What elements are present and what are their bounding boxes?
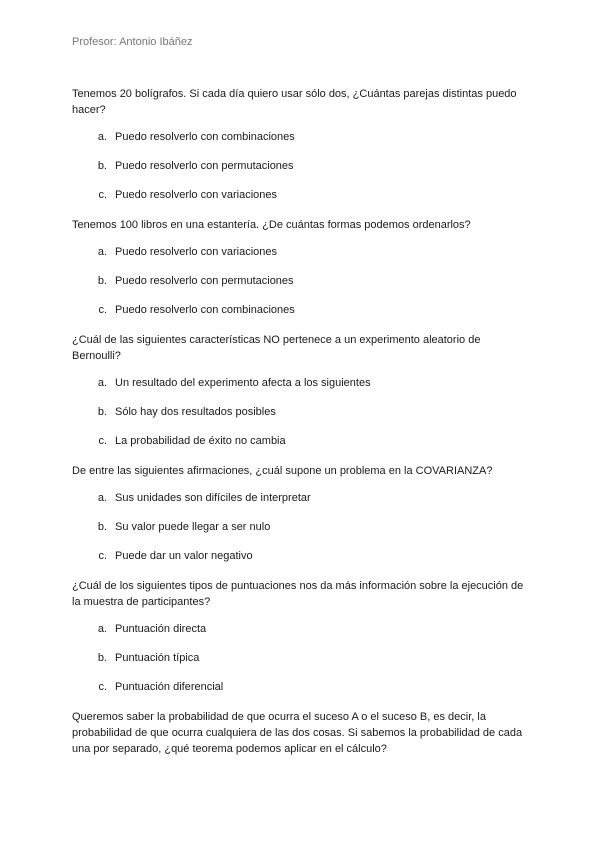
option-item (72, 274, 532, 289)
option-text: Sólo hay dos resultados posibles (115, 406, 276, 418)
question-block (72, 578, 532, 695)
option-letter: a. (97, 377, 107, 389)
option-letter: a. (97, 131, 107, 143)
question-block (72, 217, 532, 318)
question-text: Queremos saber la probabilidad de que ocurra el suceso A o el suceso B, es decir, la probabilidad de que ocurra cualquiera de las dos cosas. Si sabemos la probabilidad de cada una por separado, ¿qué teorema podemos aplicar en el cálculo? (72, 711, 523, 755)
option-item (72, 303, 532, 318)
option-item (72, 188, 532, 203)
option-text: Sus unidades son difíciles de interpretar (115, 492, 311, 504)
option-list (72, 491, 532, 564)
option-item (72, 405, 532, 420)
option-letter: b. (97, 652, 107, 664)
option-item (72, 680, 532, 695)
option-text: Puedo resolverlo con combinaciones (115, 131, 295, 143)
option-item (72, 622, 532, 637)
option-text: Puedo resolverlo con variaciones (115, 189, 278, 201)
option-letter: a. (97, 623, 107, 635)
option-letter: a. (97, 492, 107, 504)
option-item (72, 491, 532, 506)
option-item (72, 651, 532, 666)
option-text: Puedo resolverlo con permutaciones (115, 275, 294, 287)
option-list (72, 622, 532, 695)
option-letter: c. (98, 189, 107, 201)
question-block (72, 709, 532, 757)
option-list (72, 376, 532, 449)
question-text: Tenemos 100 libros en una estantería. ¿De cuántas formas podemos ordenarlos? (72, 219, 471, 231)
option-text: La probabilidad de éxito no cambia (115, 435, 286, 447)
option-text: Puedo resolverlo con combinaciones (115, 304, 295, 316)
option-letter: a. (97, 246, 107, 258)
option-item (72, 520, 532, 535)
option-text: Su valor puede llegar a ser nulo (115, 521, 271, 533)
question-block (72, 86, 532, 203)
question-list (72, 86, 532, 769)
question-text: Tenemos 20 bolígrafos. Si cada día quiero usar sólo dos, ¿Cuántas parejas distintas puedo hacer? (72, 88, 517, 116)
question-block (72, 463, 532, 564)
option-item (72, 376, 532, 391)
question-block (72, 332, 532, 449)
option-letter: c. (98, 550, 107, 562)
question-text: De entre las siguientes afirmaciones, ¿cuál supone un problema en la COVARIANZA? (72, 465, 493, 477)
option-list (72, 130, 532, 203)
option-item (72, 245, 532, 260)
option-text: Puede dar un valor negativo (115, 550, 253, 562)
option-text: Puedo resolverlo con variaciones (115, 246, 278, 258)
option-text: Puntuación típica (115, 652, 200, 664)
option-letter: b. (97, 275, 107, 287)
option-letter: b. (97, 406, 107, 418)
option-letter: b. (97, 521, 107, 533)
professor-header: Profesor: Antonio Ibáñez (72, 36, 193, 48)
option-list (72, 245, 532, 318)
option-text: Un resultado del experimento afecta a los siguientes (115, 377, 371, 389)
option-letter: c. (98, 304, 107, 316)
option-item (72, 159, 532, 174)
option-item (72, 434, 532, 449)
option-letter: c. (98, 435, 107, 447)
option-letter: b. (97, 160, 107, 172)
option-text: Puntuación directa (115, 623, 207, 635)
question-text: ¿Cuál de los siguientes tipos de puntuaciones nos da más información sobre la ejecución de la muestra de participantes? (72, 580, 524, 608)
option-item (72, 130, 532, 145)
option-text: Puntuación diferencial (115, 681, 224, 693)
question-text: ¿Cuál de las siguientes características NO pertenece a un experimento aleatorio de Bernoulli? (72, 334, 481, 362)
option-letter: c. (98, 681, 107, 693)
option-item (72, 549, 532, 564)
option-text: Puedo resolverlo con permutaciones (115, 160, 294, 172)
